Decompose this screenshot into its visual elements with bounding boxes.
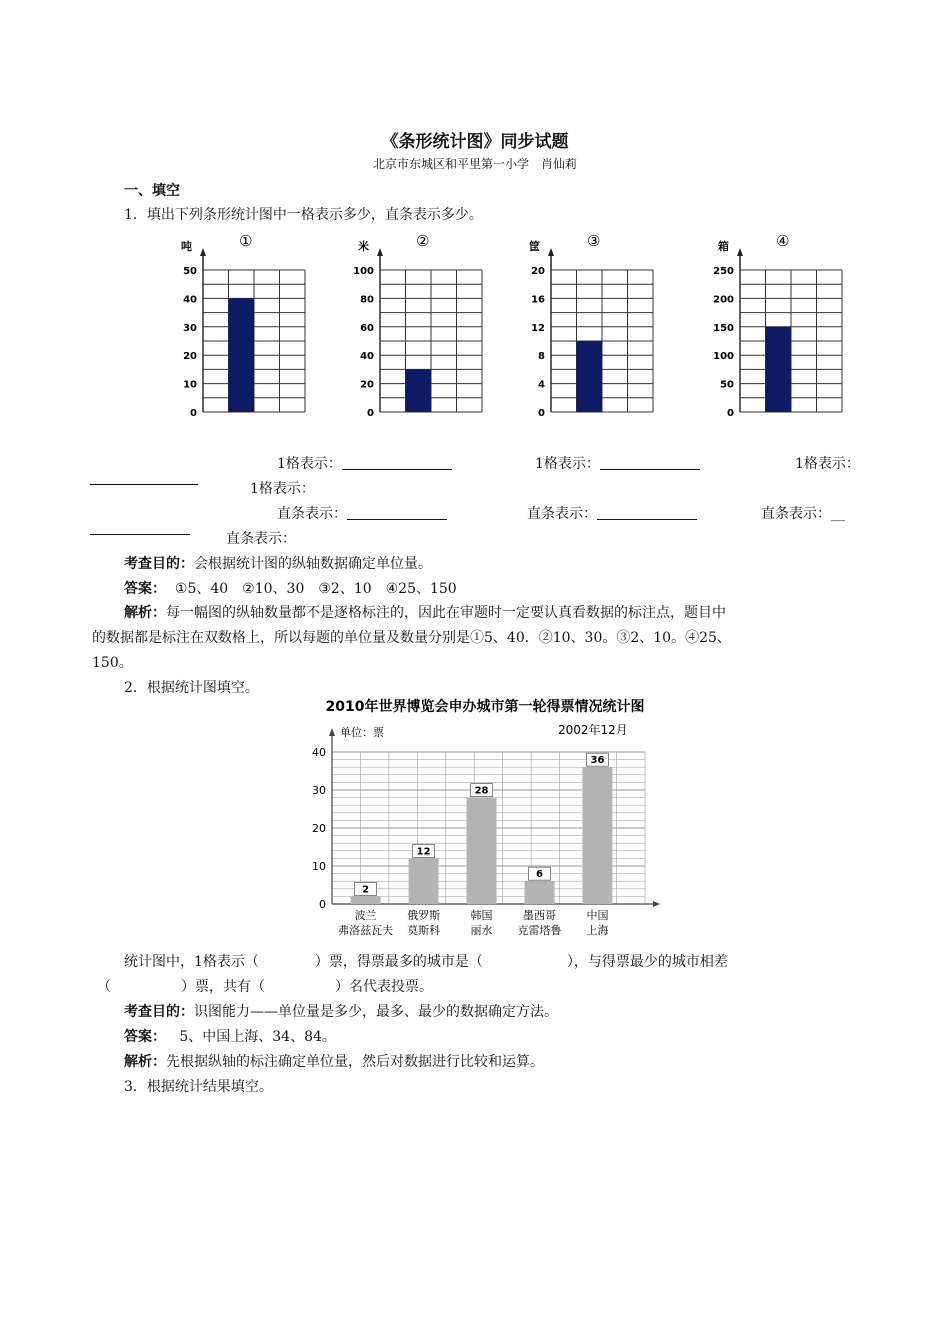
unit-label: 米 [358, 240, 369, 253]
q1-analysis-line-3: 150。 [92, 655, 133, 671]
bar [577, 341, 603, 412]
small-charts [160, 224, 900, 424]
tick-label: 50 [183, 266, 197, 277]
tick-label: 40 [183, 294, 197, 306]
category-label: 墨西哥 [523, 909, 557, 922]
q2-answer: 答案： 5、中国上海、34、84。 [124, 1029, 336, 1045]
q1-purpose: 考查目的：会根据统计图的纵轴数据确定单位量。 [124, 556, 432, 572]
tick-label: 4 [538, 379, 545, 391]
q1-bar-label-3: 直条表示：__ [761, 506, 845, 522]
tick-label: 0 [367, 408, 374, 419]
unit-label: 箱 [718, 240, 729, 253]
tick-label: 0 [190, 408, 197, 419]
tick-label: 100 [713, 351, 734, 363]
question-1-prompt: 1．填出下列条形统计图中一格表示多少，直条表示多少。 [124, 207, 483, 223]
unit-label: 吨 [181, 240, 192, 253]
bar [409, 858, 439, 904]
y-axis-arrow [329, 728, 335, 736]
small-chart-2 [353, 232, 482, 419]
q1-cell-label-4: 1格表示： [250, 481, 315, 497]
chart-subtitle: 2002年12月 [558, 723, 628, 737]
author-line: 北京市东城区和平里第一小学 肖仙莉 [372, 157, 577, 171]
tick-label: 16 [531, 294, 545, 306]
q1-analysis-line-2: 的数据都是标注在双数格上，所以每题的单位量及数量分别是①5、40．②10、30。③2、10。④25、 [92, 630, 731, 646]
tick-label: 20 [312, 822, 326, 835]
bar [406, 369, 432, 412]
tick-label: 12 [531, 322, 545, 334]
q2-purpose: 考查目的：识图能力——单位量是多少，最多、最少的数据确定方法。 [124, 1004, 558, 1020]
y-axis-arrow [377, 248, 383, 256]
small-chart-3 [529, 232, 653, 419]
data-label: 36 [590, 755, 605, 767]
unit-label: 筐 [529, 240, 540, 253]
tick-label: 60 [360, 322, 374, 334]
data-label: 12 [416, 846, 431, 858]
tick-label: 8 [538, 351, 545, 363]
q1-answer: 答案： ①5、40 ②10、30 ③2、10 ④25、150 [124, 581, 457, 597]
q1-cell-label-1: 1格表示： [277, 453, 452, 473]
q1-cell-blank-1[interactable] [342, 455, 452, 470]
category-label: 弗洛兹瓦夫 [338, 924, 394, 937]
q1-bar-blank-1[interactable] [347, 505, 447, 520]
category-label: 韩国 [470, 909, 493, 922]
y-axis-arrow [200, 248, 206, 256]
bar [766, 327, 792, 412]
chart-number: ③ [587, 232, 601, 250]
tick-label: 20 [360, 379, 374, 391]
bar [582, 767, 612, 904]
q1-bar-label-1: 直条表示： [277, 503, 447, 523]
category-label: 丽水 [470, 924, 493, 937]
q1-cell-label-3: 1格表示： [795, 456, 860, 472]
small-chart-1 [181, 232, 305, 419]
category-label: 莫斯科 [407, 924, 441, 937]
tick-label: 0 [538, 408, 545, 419]
category-label: 俄罗斯 [407, 909, 441, 922]
q1-analysis-line-1: 解析：每一幅图的纵轴数量都不是逐格标注的，因此在审题时一定要认真看数据的标注点，题目中 [124, 605, 726, 621]
small-chart-4 [713, 232, 842, 419]
q1-cell-blank-3[interactable] [90, 470, 198, 485]
q2-fill-line-2: （ ）票，共有（ ）名代表投票。 [97, 979, 433, 995]
data-label: 6 [536, 869, 543, 881]
tick-label: 30 [312, 784, 326, 797]
category-label: 克雷塔鲁 [517, 924, 562, 937]
tick-label: 200 [713, 294, 734, 306]
category-label: 上海 [586, 924, 609, 937]
tick-label: 10 [183, 379, 197, 391]
tick-label: 20 [531, 266, 545, 277]
chart-number: ① [239, 232, 253, 250]
chart-number: ② [416, 232, 430, 250]
page-title: 《条形统计图》同步试题 [381, 132, 569, 152]
expo-votes-chart [290, 694, 700, 944]
y-axis-arrow [737, 248, 743, 256]
tick-label: 20 [183, 351, 197, 363]
tick-label: 0 [727, 408, 734, 419]
tick-label: 80 [360, 294, 374, 306]
y-axis-arrow [548, 248, 554, 256]
category-label: 波兰 [354, 909, 377, 922]
x-axis-arrow [653, 901, 660, 907]
bar [229, 298, 255, 412]
q1-cell-blank-2[interactable] [600, 455, 700, 470]
section-heading: 一、填空 [124, 183, 180, 199]
category-label: 中国 [586, 909, 609, 922]
tick-label: 50 [720, 379, 734, 391]
q1-cell-label-2: 1格表示： [535, 453, 700, 473]
tick-label: 150 [713, 322, 734, 334]
q2-analysis: 解析：先根据纵轴的标注确定单位量，然后对数据进行比较和运算。 [124, 1054, 544, 1070]
tick-label: 250 [713, 266, 734, 277]
bar [525, 881, 555, 904]
question-3-prompt: 3．根据统计结果填空。 [124, 1079, 273, 1095]
question-2-prompt: 2．根据统计图填空。 [124, 680, 259, 696]
chart-ylabel: 单位：票 [340, 726, 384, 739]
tick-label: 40 [360, 351, 374, 363]
tick-label: 100 [353, 266, 374, 277]
tick-label: 10 [312, 860, 326, 873]
tick-label: 30 [183, 322, 197, 334]
q2-fill-line-1: 统计图中，1格表示（ ）票，得票最多的城市是（ ），与得票最少的城市相差 [124, 954, 728, 970]
data-label: 2 [362, 884, 370, 896]
tick-label: 40 [312, 746, 326, 759]
q1-bar-blank-3[interactable] [90, 520, 190, 535]
bar [467, 798, 497, 904]
data-label: 28 [474, 785, 489, 797]
q1-bar-label-2: 直条表示： [527, 503, 697, 523]
chart-number: ④ [776, 232, 790, 250]
tick-label: 0 [319, 898, 326, 911]
chart-title: 2010年世界博览会申办城市第一轮得票情况统计图 [325, 699, 645, 715]
q1-bar-label-4: 直条表示： [226, 531, 296, 547]
q1-bar-blank-2[interactable] [597, 505, 697, 520]
bar [351, 896, 381, 904]
